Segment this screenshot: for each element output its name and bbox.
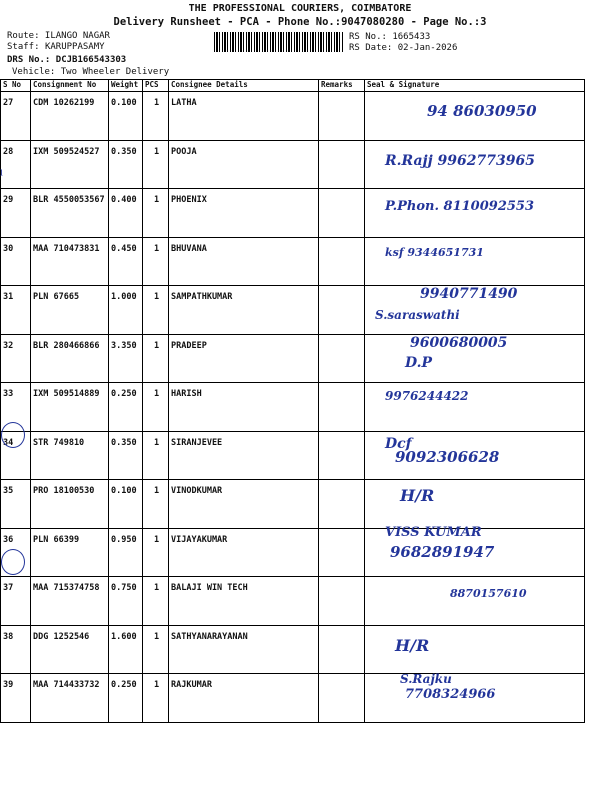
cell-cn: IXM 509514889 (31, 383, 109, 432)
cell-consignee: PHOENIX (169, 189, 319, 238)
table-row (1, 189, 585, 238)
cell-pcs: 1 (143, 577, 169, 626)
drs-row (7, 55, 126, 65)
cell-weight: 0.100 (109, 92, 143, 141)
cell-signature (365, 674, 585, 723)
cell-pcs: 1 (143, 189, 169, 238)
cell-consignee: HARISH (169, 383, 319, 432)
col-pcs: PCS (143, 80, 169, 92)
handwritten-note: 7708324966 (405, 687, 496, 702)
cell-sno: 28 (1, 140, 31, 189)
handwritten-signature: 8870157610 (450, 587, 527, 600)
cell-signature (365, 334, 585, 383)
cell-consignee: PRADEEP (169, 334, 319, 383)
cell-consignee: VIJAYAKUMAR (169, 528, 319, 577)
cell-remarks (319, 431, 365, 480)
cell-pcs: 1 (143, 237, 169, 286)
drs-value: DCJB166543303 (55, 55, 127, 65)
cell-consignee: SAMPATHKUMAR (169, 286, 319, 335)
cell-consignee: POOJA (169, 140, 319, 189)
cell-sno: 29 (1, 189, 31, 238)
cell-weight: 0.350 (109, 431, 143, 480)
handwritten-signature: S.Rajku (400, 672, 452, 686)
cell-weight: 0.350 (109, 140, 143, 189)
cell-sno: 34 (1, 431, 31, 480)
cell-pcs: 1 (143, 431, 169, 480)
cell-signature (365, 92, 585, 141)
cell-sno: 37 (1, 577, 31, 626)
table-row (1, 674, 585, 723)
cell-cn: DDG 1252546 (31, 625, 109, 674)
handwritten-signature: R.Rajj 9962773965 (385, 152, 535, 169)
table-row (1, 577, 585, 626)
cell-sno: 32 (1, 334, 31, 383)
cell-pcs: 1 (143, 528, 169, 577)
table-row (1, 286, 585, 335)
route-label: Route: ILANGO NAGAR (7, 31, 110, 41)
cell-remarks (319, 480, 365, 529)
handwritten-signature: 9976244422 (385, 389, 469, 403)
handwritten-note: 9682891947 (390, 542, 495, 561)
col-signature: Seal & Signature (365, 80, 585, 92)
runsheet-table (0, 79, 585, 723)
handwritten-note: D.P (405, 354, 433, 371)
table-row (1, 383, 585, 432)
table-row (1, 625, 585, 674)
staff-label: Staff: (7, 42, 40, 52)
handwritten-signature: H/R (400, 486, 435, 505)
handwritten-note: S.saraswathi (375, 308, 460, 322)
cell-cn: MAA 710473831 (31, 237, 109, 286)
handwritten-signature: P.Phon. 8110092553 (385, 199, 535, 214)
cell-pcs: 1 (143, 674, 169, 723)
cell-cn: PRO 18100530 (31, 480, 109, 529)
cell-remarks (319, 383, 365, 432)
col-sno: S No (1, 80, 31, 92)
drs-label: DRS No.: (7, 55, 51, 65)
staff-row (7, 42, 105, 52)
cell-weight: 0.450 (109, 237, 143, 286)
cell-signature (365, 431, 585, 480)
cell-signature (365, 577, 585, 626)
cell-weight: 0.750 (109, 577, 143, 626)
cell-sno: 35 (1, 480, 31, 529)
cell-remarks (319, 528, 365, 577)
pen-circle-mark (1, 422, 25, 448)
cell-weight: 1.600 (109, 625, 143, 674)
cell-remarks (319, 625, 365, 674)
handwritten-signature: ksf 9344651731 (385, 245, 484, 259)
cell-sno: 39 (1, 674, 31, 723)
handwritten-signature: 9600680005 (410, 334, 508, 351)
table-row (1, 528, 585, 577)
cell-cn: MAA 714433732 (31, 674, 109, 723)
cell-signature (365, 383, 585, 432)
cell-cn: PLN 67665 (31, 286, 109, 335)
cell-cn: PLN 66399 (31, 528, 109, 577)
cell-cn: CDM 10262199 (31, 92, 109, 141)
table-row (1, 480, 585, 529)
cell-consignee: BALAJI WIN TECH (169, 577, 319, 626)
cell-remarks (319, 189, 365, 238)
handwritten-note: 9092306628 (395, 447, 500, 466)
handwritten-signature: 94 86030950 (427, 102, 537, 120)
cell-sno: 31 (1, 286, 31, 335)
cell-cn: BLR 4550053567 (31, 189, 109, 238)
table-row (1, 92, 585, 141)
staff-value: KARUPPASAMY (44, 42, 105, 52)
col-weight: Weight (109, 80, 143, 92)
cell-pcs: 1 (143, 625, 169, 674)
cell-cn: BLR 280466866 (31, 334, 109, 383)
rs-number: RS No.: 1665433 (349, 32, 431, 42)
handwritten-signature: H/R (395, 635, 430, 655)
col-remarks: Remarks (319, 80, 365, 92)
cell-pcs: 1 (143, 334, 169, 383)
cell-remarks (319, 674, 365, 723)
vehicle-label: Vehicle: Two Wheeler Delivery (12, 67, 170, 77)
barcode (214, 32, 344, 52)
cell-remarks (319, 237, 365, 286)
cell-consignee: VINODKUMAR (169, 480, 319, 529)
cell-signature (365, 524, 585, 577)
cell-consignee: BHUVANA (169, 237, 319, 286)
cell-signature (365, 189, 585, 238)
cell-weight: 1.000 (109, 286, 143, 335)
cell-weight: 0.400 (109, 189, 143, 238)
cell-consignee: RAJKUMAR (169, 674, 319, 723)
cell-weight: 0.950 (109, 528, 143, 577)
cell-cn: MAA 715374758 (31, 577, 109, 626)
cell-signature (365, 237, 585, 286)
runsheet-title: Delivery Runsheet - PCA - Phone No.:9047080280 - Page No.:3 (113, 16, 487, 28)
cell-pcs: 1 (143, 383, 169, 432)
cell-remarks (319, 92, 365, 141)
cell-remarks (319, 140, 365, 189)
pen-circle-mark (1, 549, 25, 575)
cell-weight: 0.250 (109, 674, 143, 723)
table-row (1, 140, 585, 189)
cell-signature (365, 625, 585, 674)
cell-consignee: SIRANJEVEE (169, 431, 319, 480)
cell-signature (365, 480, 585, 529)
cell-remarks (319, 286, 365, 335)
company-title: THE PROFESSIONAL COURIERS, COIMBATORE (188, 3, 412, 14)
cell-weight: 3.350 (109, 334, 143, 383)
col-consignment: Consignment No (31, 80, 109, 92)
rs-date: RS Date: 02-Jan-2026 (349, 43, 458, 53)
cell-pcs: 1 (143, 92, 169, 141)
cell-sno: 36 (1, 528, 31, 577)
cell-sno: 30 (1, 237, 31, 286)
cell-cn: IXM 509524527 (31, 140, 109, 189)
table-row (1, 431, 585, 480)
table-row (1, 237, 585, 286)
cell-sno: 38 (1, 625, 31, 674)
cell-consignee: LATHA (169, 92, 319, 141)
pen-tick-mark: ˡ (0, 168, 4, 184)
cell-pcs: 1 (143, 480, 169, 529)
handwritten-signature: VISS KUMAR (385, 524, 482, 540)
table-header (1, 80, 585, 92)
cell-cn: STR 749810 (31, 431, 109, 480)
cell-signature (365, 140, 585, 189)
cell-sno: 33 (1, 383, 31, 432)
cell-signature (365, 286, 585, 335)
cell-weight: 0.100 (109, 480, 143, 529)
cell-weight: 0.250 (109, 383, 143, 432)
cell-pcs: 1 (143, 286, 169, 335)
cell-pcs: 1 (143, 140, 169, 189)
cell-sno: 27 (1, 92, 31, 141)
table-row (1, 334, 585, 383)
cell-remarks (319, 334, 365, 383)
cell-remarks (319, 577, 365, 626)
handwritten-signature: 9940771490 (420, 286, 518, 302)
handwritten-signature: Dcf (385, 435, 412, 452)
col-consignee: Consignee Details (169, 80, 319, 92)
cell-consignee: SATHYANARAYANAN (169, 625, 319, 674)
